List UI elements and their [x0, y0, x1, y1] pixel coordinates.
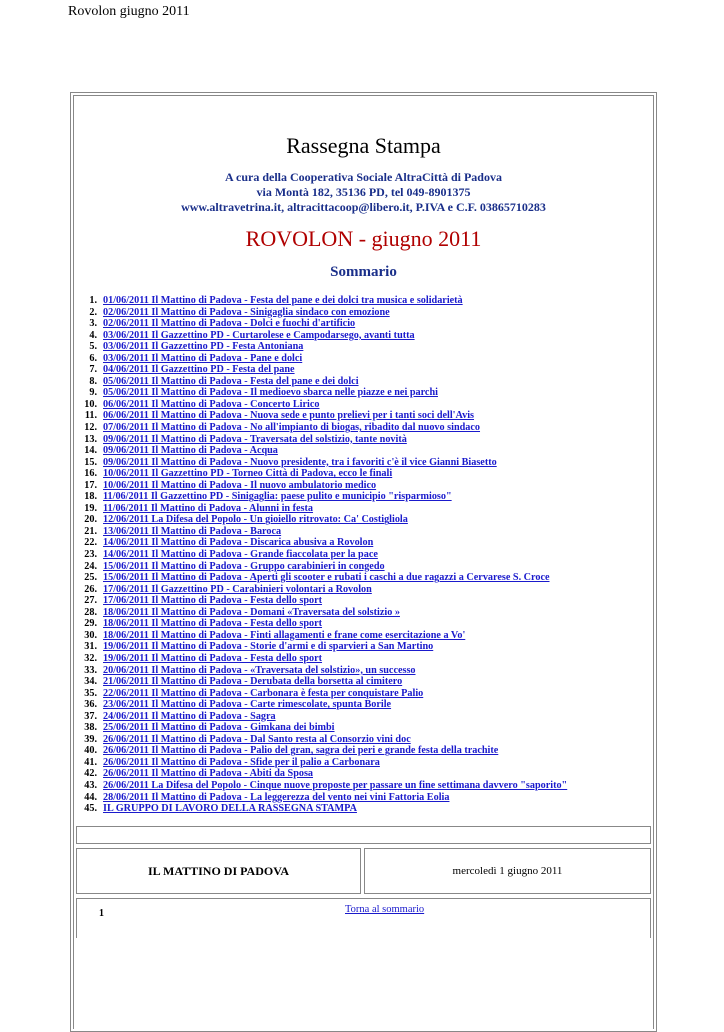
toc-item-link[interactable]: 03/06/2011 Il Gazzettino PD - Curtarolese e Campodarsego, avanti tutta	[103, 329, 415, 341]
page-running-title: Rovolon giugno 2011	[68, 4, 190, 19]
toc-item-number: 30.	[84, 629, 97, 641]
toc-item-number: 6.	[89, 352, 97, 364]
toc-item-link[interactable]: 19/06/2011 Il Mattino di Padova - Storie d'armi e di sparvieri a San Martino	[103, 641, 434, 653]
toc-item-number: 26.	[84, 583, 97, 595]
toc-item-number: 17.	[84, 479, 97, 491]
toc-item-number: 1.	[89, 295, 97, 306]
toc-item-number: 27.	[84, 595, 97, 607]
toc-item-number: 4.	[89, 329, 97, 341]
separator-box	[76, 826, 651, 844]
toc-item	[78, 445, 567, 457]
toc-item-link[interactable]: 11/06/2011 Il Gazzettino PD - Sinigaglia: paese pulito e municipio "risparmioso"	[103, 491, 452, 503]
article-date: mercoledì 1 giugno 2011	[364, 848, 651, 894]
toc-item-link[interactable]: 03/06/2011 Il Mattino di Padova - Pane e dolci	[103, 352, 303, 364]
toc-item-number: 44.	[84, 791, 97, 803]
toc-item	[78, 307, 567, 319]
toc-item-number: 20.	[84, 514, 97, 526]
toc-item-link[interactable]: 04/06/2011 Il Gazzettino PD - Festa del pane	[103, 364, 295, 376]
document-title: ROVOLON - giugno 2011	[245, 226, 482, 251]
toc-item-link[interactable]: 21/06/2011 Il Mattino di Padova - Derubata della borsetta al cimitero	[103, 676, 403, 688]
toc-item-number: 35.	[84, 687, 97, 699]
toc-item	[78, 768, 567, 780]
toc-item-link[interactable]: 13/06/2011 Il Mattino di Padova - Baroca	[103, 525, 282, 537]
toc-item	[78, 792, 567, 804]
toc-item	[78, 457, 567, 469]
toc-item-number: 39.	[84, 733, 97, 745]
toc-item-number: 9.	[89, 387, 97, 399]
toc-item-number: 41.	[84, 756, 97, 768]
toc-item-number: 12.	[84, 422, 97, 434]
masthead-title: Rassegna Stampa	[286, 133, 441, 158]
toc-item-link[interactable]: 14/06/2011 Il Mattino di Padova - Grande fiaccolata per la pace	[103, 549, 378, 561]
toc-item	[78, 630, 567, 642]
toc-item-link[interactable]: 26/06/2011 Il Mattino di Padova - Abiti da Sposa	[103, 768, 314, 780]
toc-item-link[interactable]: 26/06/2011 La Difesa del Popolo - Cinque nuove proposte per passare un fine settimana davvero "saporito"	[103, 779, 568, 791]
toc-item-link[interactable]: 10/06/2011 Il Mattino di Padova - Il nuovo ambulatorio medico	[103, 479, 377, 491]
toc-item	[78, 584, 567, 596]
toc-item-number: 13.	[84, 433, 97, 445]
toc-item-link[interactable]: 22/06/2011 Il Mattino di Padova - Carbonara è festa per conquistare Palio	[103, 687, 424, 699]
toc-item-number: 38.	[84, 722, 97, 734]
toc-item-number: 25.	[84, 572, 97, 584]
toc-item-link[interactable]: 05/06/2011 Il Mattino di Padova - Festa del pane e dei dolci	[103, 375, 359, 387]
toc-item	[78, 676, 567, 688]
toc-item	[78, 780, 567, 792]
toc-item-link[interactable]: 02/06/2011 Il Mattino di Padova - Sinigaglia sindaco con emozione	[103, 306, 390, 318]
toc-item-number: 21.	[84, 525, 97, 537]
publisher-info-line: www.altravetrina.it, altracittacoop@libero.it, P.IVA e C.F. 03865710283	[181, 200, 546, 214]
toc-item-number: 15.	[84, 456, 97, 468]
toc-item-number: 40.	[84, 745, 97, 757]
toc-item-link[interactable]: 18/06/2011 Il Mattino di Padova - Domani «Traversata del solstizio »	[103, 606, 400, 618]
back-to-summary-link[interactable]: Torna al sommario	[345, 904, 425, 915]
toc-item	[78, 699, 567, 711]
toc-item-link[interactable]: 24/06/2011 Il Mattino di Padova - Sagra	[103, 710, 276, 722]
toc-item	[78, 295, 567, 307]
toc-item-link[interactable]: 06/06/2011 Il Mattino di Padova - Nuova sede e punto prelievi per i tanti soci dell'Avis	[103, 410, 475, 422]
publisher-info	[74, 170, 653, 215]
article-number: 1	[99, 908, 104, 919]
toc-item-number: 11.	[84, 410, 97, 422]
toc-item-link[interactable]: 11/06/2011 Il Mattino di Padova - Alunni in festa	[103, 502, 314, 514]
toc-item-link[interactable]: 18/06/2011 Il Mattino di Padova - Finti allagamenti e frane come esercitazione a Vo'	[103, 629, 466, 641]
document-frame	[70, 92, 657, 1032]
toc-item	[78, 537, 567, 549]
toc-item-link[interactable]: 17/06/2011 Il Gazzettino PD - Carabinieri volontari a Rovolon	[103, 583, 372, 595]
toc-item	[78, 364, 567, 376]
toc-item-number: 43.	[84, 779, 97, 791]
toc-item-link[interactable]: 23/06/2011 Il Mattino di Padova - Carte rimescolate, spunta Borile	[103, 699, 392, 711]
toc-item-number: 14.	[84, 445, 97, 457]
toc-item	[78, 549, 567, 561]
toc-item-number: 29.	[84, 618, 97, 630]
article-header	[76, 898, 651, 938]
toc-item-number: 36.	[84, 699, 97, 711]
toc-item-number: 16.	[84, 468, 97, 480]
toc-item-link[interactable]: 26/06/2011 Il Mattino di Padova - Dal Santo resta al Consorzio vini doc	[103, 733, 411, 745]
toc-item-number: 10.	[84, 398, 97, 410]
toc-item-link[interactable]: 15/06/2011 Il Mattino di Padova - Aperti gli scooter e rubati i caschi a due ragazzi a Cervarese S. Croce	[103, 572, 550, 584]
toc-item-link[interactable]: 09/06/2011 Il Mattino di Padova - Traversata del solstizio, tante novità	[103, 433, 407, 445]
toc-item	[78, 618, 567, 630]
toc-item-link[interactable]: 07/06/2011 Il Mattino di Padova - No all'impianto di biogas, ribadito dal nuovo sindaco	[103, 422, 481, 434]
toc-item	[78, 572, 567, 584]
toc-item-link[interactable]: 28/06/2011 Il Mattino di Padova - La leggerezza del vento nei vini Fattoria Eolia	[103, 791, 450, 803]
toc-item-number: 33.	[84, 664, 97, 676]
toc-item-number: 18.	[84, 491, 97, 503]
toc-item	[78, 526, 567, 538]
toc-item	[78, 561, 567, 573]
toc-item-number: 42.	[84, 768, 97, 780]
toc-item-number: 7.	[89, 364, 97, 376]
table-of-contents	[78, 295, 567, 815]
toc-item	[78, 468, 567, 480]
toc-item-link[interactable]: 09/06/2011 Il Mattino di Padova - Nuovo presidente, tra i favoriti c'è il vice Gianni Biasetto	[103, 456, 497, 468]
toc-item	[78, 387, 567, 399]
toc-item	[78, 410, 567, 422]
toc-item-link[interactable]: 26/06/2011 Il Mattino di Padova - Palio del gran, sagra dei peri e grande festa della trachite	[103, 745, 499, 757]
toc-item	[78, 341, 567, 353]
toc-item	[78, 803, 567, 815]
toc-item-link[interactable]: 05/06/2011 Il Mattino di Padova - Il medioevo sbarca nelle piazze e nei parchi	[103, 387, 438, 399]
toc-item	[78, 480, 567, 492]
toc-item	[78, 318, 567, 330]
toc-item	[78, 722, 567, 734]
toc-item-link[interactable]: 17/06/2011 Il Mattino di Padova - Festa dello sport	[103, 595, 323, 607]
toc-item	[78, 491, 567, 503]
toc-item-number: 22.	[84, 537, 97, 549]
publisher-info-line: A cura della Cooperativa Sociale AltraCittà di Padova	[225, 170, 502, 184]
toc-item	[78, 422, 567, 434]
toc-item-number: 32.	[84, 652, 97, 664]
toc-item	[78, 376, 567, 388]
toc-item-link[interactable]: 09/06/2011 Il Mattino di Padova - Acqua	[103, 445, 278, 457]
publisher-info-line: via Montà 182, 35136 PD, tel 049-8901375	[256, 185, 471, 199]
toc-item	[78, 434, 567, 446]
toc-item-link[interactable]: 19/06/2011 Il Mattino di Padova - Festa dello sport	[103, 652, 323, 664]
toc-item-link[interactable]: 25/06/2011 Il Mattino di Padova - Gimkana dei bimbi	[103, 722, 335, 734]
document-inner-frame	[73, 95, 654, 1029]
toc-item-number: 19.	[84, 502, 97, 514]
toc-item-number: 31.	[84, 641, 97, 653]
toc-item	[78, 641, 567, 653]
toc-item-link[interactable]: 15/06/2011 Il Mattino di Padova - Gruppo carabinieri in congedo	[103, 560, 385, 572]
toc-item-number: 37.	[84, 710, 97, 722]
toc-item-link[interactable]: 14/06/2011 Il Mattino di Padova - Discarica abusiva a Rovolon	[103, 537, 374, 549]
toc-item	[78, 653, 567, 665]
toc-item	[78, 595, 567, 607]
toc-item-link[interactable]: 12/06/2011 La Difesa del Popolo - Un gioiello ritrovato: Ca' Costigliola	[103, 514, 408, 526]
toc-item-link[interactable]: 02/06/2011 Il Mattino di Padova - Dolci e fuochi d'artificio	[103, 318, 356, 330]
toc-item	[78, 503, 567, 515]
toc-item	[78, 514, 567, 526]
toc-item-number: 24.	[84, 560, 97, 572]
toc-item	[78, 711, 567, 723]
toc-item	[78, 734, 567, 746]
toc-item	[78, 688, 567, 700]
toc-item-number: 23.	[84, 549, 97, 561]
toc-item	[78, 757, 567, 769]
toc-item	[78, 607, 567, 619]
toc-item-number: 2.	[89, 306, 97, 318]
toc-item-link[interactable]: 10/06/2011 Il Gazzettino PD - Torneo Città di Padova, ecco le finali	[103, 468, 393, 480]
toc-item-number: 3.	[89, 318, 97, 330]
toc-item-link[interactable]: 03/06/2011 Il Gazzettino PD - Festa Antoniana	[103, 341, 304, 353]
toc-item-number: 28.	[84, 606, 97, 618]
toc-item-link[interactable]: IL GRUPPO DI LAVORO DELLA RASSEGNA STAMPA	[103, 803, 357, 815]
toc-item-link[interactable]: 18/06/2011 Il Mattino di Padova - Festa dello sport	[103, 618, 323, 630]
toc-item-number: 45.	[84, 803, 97, 815]
toc-item	[78, 330, 567, 342]
toc-item-number: 5.	[89, 341, 97, 353]
toc-item	[78, 665, 567, 677]
summary-heading: Sommario	[330, 264, 397, 280]
toc-item-link[interactable]: 20/06/2011 Il Mattino di Padova - «Traversata del solstizio», un successo	[103, 664, 416, 676]
toc-item-link[interactable]: 06/06/2011 Il Mattino di Padova - Concerto Lirico	[103, 398, 320, 410]
toc-item	[78, 745, 567, 757]
toc-item-link[interactable]: 01/06/2011 Il Mattino di Padova - Festa del pane e dei dolci tra musica e solidarietà	[103, 295, 463, 306]
toc-item-link[interactable]: 26/06/2011 Il Mattino di Padova - Sfide per il palio a Carbonara	[103, 756, 380, 768]
toc-item-number: 8.	[89, 375, 97, 387]
toc-item	[78, 353, 567, 365]
toc-item-number: 34.	[84, 676, 97, 688]
toc-item	[78, 399, 567, 411]
article-source: IL MATTINO DI PADOVA	[76, 848, 361, 894]
